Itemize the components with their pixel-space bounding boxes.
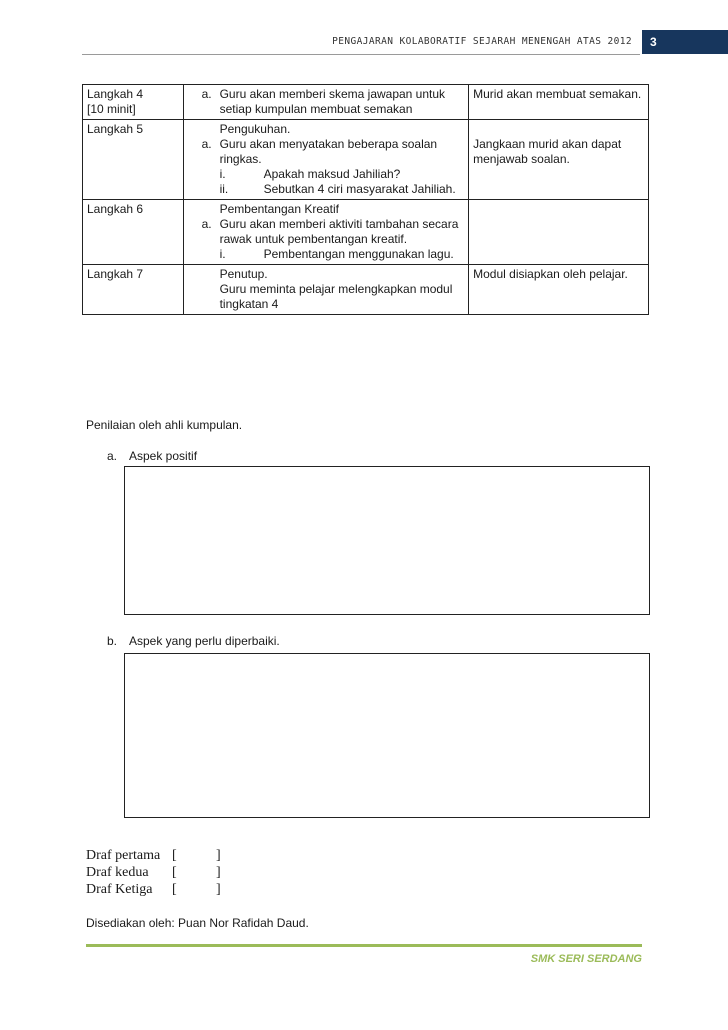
sub-text: Sebutkan 4 ciri masyarakat Jahiliah. xyxy=(263,182,456,196)
sub-item xyxy=(220,247,465,262)
activity-cell xyxy=(183,120,469,200)
sub-item xyxy=(220,167,465,182)
outcome-cell xyxy=(469,200,649,265)
aspect-label-positive xyxy=(107,449,197,463)
activity-title-row xyxy=(188,122,465,137)
aspect-text: Aspek yang perlu diperbaiki. xyxy=(129,634,280,648)
sub-marker: ii. xyxy=(219,182,229,196)
aspect-positive-box[interactable] xyxy=(124,466,650,615)
activity-item xyxy=(188,282,465,312)
lesson-plan-table xyxy=(82,84,649,315)
list-marker: a. xyxy=(201,217,212,231)
table-row xyxy=(83,85,649,120)
step-cell xyxy=(83,265,184,315)
activity-text: Guru akan menyatakan beberapa soalan ringkas. xyxy=(219,137,438,166)
step-cell xyxy=(83,85,184,120)
table-row xyxy=(83,120,649,200)
activity-item xyxy=(188,217,465,262)
prepared-by: Disediakan oleh: Puan Nor Rafidah Daud. xyxy=(86,916,309,930)
activity-item xyxy=(188,87,465,117)
step-cell xyxy=(83,200,184,265)
draft-close-bracket: ] xyxy=(216,865,221,880)
sub-text: Pembentangan menggunakan lagu. xyxy=(263,247,454,261)
sub-text: Apakah maksud Jahiliah? xyxy=(263,167,401,181)
aspect-marker: a. xyxy=(107,449,118,463)
aspect-marker: b. xyxy=(107,634,118,648)
step-label: Langkah 4 xyxy=(87,87,144,101)
activity-text: Guru akan memberi skema jawapan untuk setiap kumpulan membuat semakan xyxy=(219,87,446,116)
table-row xyxy=(83,265,649,315)
step-cell xyxy=(83,120,184,200)
outcome-cell: Murid akan membuat semakan. xyxy=(469,85,649,120)
step-label: Langkah 5 xyxy=(87,122,144,136)
outcome-text: Jangkaan murid akan dapat menjawab soalan. xyxy=(473,137,622,166)
draft-close-bracket: ] xyxy=(216,848,221,863)
draft-open-bracket: [ xyxy=(172,882,177,897)
activity-title: Pengukuhan. xyxy=(219,122,291,136)
list-marker: a. xyxy=(201,137,212,151)
running-header-title: PENGAJARAN KOLABORATIF SEJARAH MENENGAH ATAS 2012 xyxy=(332,36,632,47)
step-label: Langkah 7 xyxy=(87,267,144,281)
header-divider xyxy=(82,54,640,55)
aspect-improve-box[interactable] xyxy=(124,653,650,818)
activity-cell xyxy=(183,200,469,265)
activity-cell xyxy=(183,85,469,120)
activity-text: Guru meminta pelajar melengkapkan modul tingkatan 4 xyxy=(219,282,453,311)
assessment-heading: Penilaian oleh ahli kumpulan. xyxy=(86,418,243,432)
draft-label: Draf pertama xyxy=(86,848,161,863)
outcome-cell xyxy=(469,120,649,200)
outcome-cell: Modul disiapkan oleh pelajar. xyxy=(469,265,649,315)
table-row xyxy=(83,200,649,265)
activity-title-row xyxy=(188,267,465,282)
sub-marker: i. xyxy=(219,167,226,181)
draft-label: Draf kedua xyxy=(86,865,149,880)
step-label: Langkah 6 xyxy=(87,202,144,216)
activity-cell xyxy=(183,265,469,315)
draft-line xyxy=(86,847,221,864)
list-marker: a. xyxy=(201,87,212,101)
draft-open-bracket: [ xyxy=(172,865,177,880)
activity-text: Guru akan memberi aktiviti tambahan secara rawak untuk pembentangan kreatif. xyxy=(219,217,459,246)
footer-divider xyxy=(86,944,642,947)
step-duration: [10 minit] xyxy=(87,102,136,116)
draft-line xyxy=(86,881,221,898)
activity-title: Pembentangan Kreatif xyxy=(219,202,340,216)
sub-marker: i. xyxy=(219,247,226,261)
activity-title-row xyxy=(188,202,465,217)
sub-item xyxy=(220,182,465,197)
activity-item xyxy=(188,137,465,197)
footer-school-name: SMK SERI SERDANG xyxy=(530,953,642,965)
aspect-label-improve xyxy=(107,634,280,648)
draft-close-bracket: ] xyxy=(216,882,221,897)
draft-line xyxy=(86,864,221,881)
draft-label: Draf Ketiga xyxy=(86,882,153,897)
aspect-text: Aspek positif xyxy=(129,449,198,463)
page-number-badge: 3 xyxy=(642,30,728,54)
draft-open-bracket: [ xyxy=(172,848,177,863)
activity-title: Penutup. xyxy=(219,267,268,281)
